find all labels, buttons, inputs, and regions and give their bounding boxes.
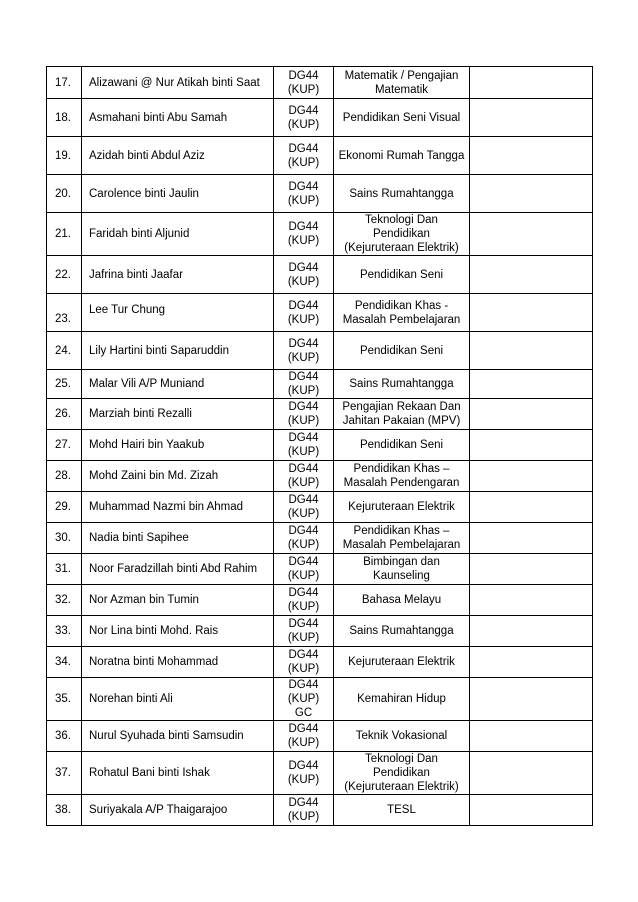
table-row (47, 554, 593, 585)
table-row (47, 430, 593, 461)
field-cell (334, 752, 470, 795)
row-number: 37. (47, 752, 82, 795)
table-row (47, 647, 593, 678)
row-number: 18. (47, 99, 82, 137)
staff-name: Lee Tur Chung (82, 294, 274, 332)
row-number: 36. (47, 721, 82, 752)
grade-cell (274, 752, 334, 795)
note-cell (470, 67, 593, 99)
field-line: Kemahiran Hidup (357, 693, 446, 705)
staff-table (46, 66, 593, 826)
table-row (47, 137, 593, 175)
field-line: TESL (387, 804, 416, 816)
grade-line: (KUP) (287, 351, 320, 364)
grade-line: DG44 (288, 760, 319, 772)
row-number: 24. (47, 332, 82, 370)
row-number: 27. (47, 430, 82, 461)
row-number: 20. (47, 175, 82, 213)
field-line: Bimbingan dan (363, 556, 440, 568)
table-row (47, 175, 593, 213)
field-line: Pendidikan Seni Visual (342, 111, 461, 124)
field-cell (334, 523, 470, 554)
staff-name: Suriyakala A/P Thaigarajoo (82, 795, 274, 826)
grade-cell (274, 137, 334, 175)
field-line: Masalah Pembelajaran (342, 313, 461, 326)
grade-cell (274, 430, 334, 461)
staff-name: Rohatul Bani binti Ishak (82, 752, 274, 795)
field-line: Teknik Vokasional (355, 730, 448, 742)
note-cell (470, 752, 593, 795)
grade-cell (274, 647, 334, 678)
field-line: Masalah Pendengaran (343, 477, 460, 489)
note-cell (470, 795, 593, 826)
staff-name: Malar Vili A/P Muniand (82, 370, 274, 399)
field-line: Kejuruteraan Elektrik (348, 501, 455, 513)
field-cell (334, 647, 470, 678)
row-number: 34. (47, 647, 82, 678)
field-line: Teknologi Dan Pendidikan (365, 753, 438, 779)
grade-line: DG44 (288, 556, 319, 568)
grade-line: (KUP) (287, 539, 320, 551)
field-cell (334, 99, 470, 137)
grade-line: (KUP) (287, 235, 320, 247)
grade-line: (KUP) (287, 385, 320, 397)
field-cell (334, 554, 470, 585)
table-row (47, 399, 593, 430)
row-number: 23. (47, 294, 82, 332)
note-cell (470, 256, 593, 294)
note-cell (470, 430, 593, 461)
field-cell (334, 67, 470, 99)
grade-line: DG44 (288, 299, 319, 312)
grade-cell (274, 67, 334, 99)
note-cell (470, 370, 593, 399)
staff-name: Nor Lina binti Mohd. Rais (82, 616, 274, 647)
field-cell (334, 294, 470, 332)
grade-line: (KUP) (287, 774, 320, 786)
row-number: 38. (47, 795, 82, 826)
grade-cell (274, 616, 334, 647)
grade-cell (274, 175, 334, 213)
grade-cell (274, 399, 334, 430)
grade-line: (KUP) (287, 446, 320, 458)
grade-cell (274, 294, 334, 332)
grade-line: (KUP) (287, 83, 320, 96)
grade-line: DG44 (288, 142, 319, 155)
table-row (47, 213, 593, 256)
note-cell (470, 647, 593, 678)
grade-line: (KUP) (287, 570, 320, 582)
grade-line: DG44 (288, 371, 319, 383)
grade-line: DG44 (288, 432, 319, 444)
grade-cell (274, 523, 334, 554)
field-line: Pendidikan Seni (359, 268, 444, 281)
staff-name: Nurul Syuhada binti Samsudin (82, 721, 274, 752)
staff-name: Norehan binti Ali (82, 678, 274, 721)
row-number: 17. (47, 67, 82, 99)
grade-line: DG44 (288, 797, 319, 809)
field-line: Bahasa Melayu (361, 594, 442, 606)
field-cell (334, 795, 470, 826)
staff-name: Marziah binti Rezalli (82, 399, 274, 430)
field-line: Pendidikan Seni (359, 344, 444, 357)
note-cell (470, 585, 593, 616)
field-line: Sains Rumahtangga (349, 378, 454, 390)
staff-name: Asmahani binti Abu Samah (82, 99, 274, 137)
staff-name: Azidah binti Abdul Aziz (82, 137, 274, 175)
note-cell (470, 616, 593, 647)
field-line: (Kejuruteraan Elektrik) (344, 781, 459, 793)
field-cell (334, 678, 470, 721)
staff-name: Jafrina binti Jaafar (82, 256, 274, 294)
grade-cell (274, 332, 334, 370)
note-cell (470, 523, 593, 554)
grade-line: DG44 (288, 679, 319, 691)
row-number: 31. (47, 554, 82, 585)
grade-line: DG44 (288, 494, 319, 506)
field-cell (334, 492, 470, 523)
field-line: Pendidikan Seni (359, 439, 444, 451)
staff-name: Mohd Hairi bin Yaakub (82, 430, 274, 461)
field-line: Pendidikan Khas – (353, 463, 450, 475)
grade-line: (KUP) (287, 477, 320, 489)
note-cell (470, 175, 593, 213)
grade-line: (KUP) (287, 632, 320, 644)
row-number: 35. (47, 678, 82, 721)
grade-cell (274, 461, 334, 492)
row-number: 26. (47, 399, 82, 430)
grade-cell (274, 554, 334, 585)
grade-cell (274, 678, 334, 721)
table-row (47, 721, 593, 752)
table-row (47, 585, 593, 616)
field-line: Jahitan Pakaian (MPV) (342, 415, 461, 427)
note-cell (470, 678, 593, 721)
field-line: Masalah Pembelajaran (342, 539, 461, 551)
field-cell (334, 721, 470, 752)
row-number: 28. (47, 461, 82, 492)
staff-name: Noor Faradzillah binti Abd Rahim (82, 554, 274, 585)
note-cell (470, 461, 593, 492)
note-cell (470, 399, 593, 430)
staff-name: Mohd Zaini bin Md. Zizah (82, 461, 274, 492)
table-body (47, 67, 593, 826)
grade-cell (274, 492, 334, 523)
field-line: Matematik / Pengajian (344, 69, 459, 82)
grade-line: DG44 (288, 337, 319, 350)
staff-name: Noratna binti Mohammad (82, 647, 274, 678)
field-line: Sains Rumahtangga (349, 187, 454, 200)
grade-cell (274, 721, 334, 752)
field-cell (334, 256, 470, 294)
grade-cell (274, 795, 334, 826)
grade-line: DG44 (288, 401, 319, 413)
grade-line: DG44 (288, 649, 319, 661)
table-row (47, 67, 593, 99)
table-row (47, 492, 593, 523)
grade-line: (KUP) GC (287, 693, 320, 719)
grade-line: DG44 (288, 618, 319, 630)
grade-line: DG44 (288, 261, 319, 274)
field-line: Teknologi Dan Pendidikan (365, 214, 438, 240)
field-cell (334, 616, 470, 647)
staff-name: Nor Azman bin Tumin (82, 585, 274, 616)
staff-name: Alizawani @ Nur Atikah binti Saat (82, 67, 274, 99)
field-cell (334, 461, 470, 492)
note-cell (470, 492, 593, 523)
grade-line: (KUP) (287, 601, 320, 613)
field-cell (334, 585, 470, 616)
field-cell (334, 137, 470, 175)
grade-line: DG44 (288, 587, 319, 599)
field-cell (334, 175, 470, 213)
note-cell (470, 721, 593, 752)
table-row (47, 752, 593, 795)
grade-line: (KUP) (287, 275, 320, 288)
grade-line: DG44 (288, 69, 319, 82)
grade-line: DG44 (288, 180, 319, 193)
grade-line: DG44 (288, 463, 319, 475)
field-line: Kaunseling (373, 570, 430, 582)
table-row (47, 523, 593, 554)
row-number: 32. (47, 585, 82, 616)
staff-name: Lily Hartini binti Saparuddin (82, 332, 274, 370)
grade-cell (274, 370, 334, 399)
grade-line: DG44 (288, 525, 319, 537)
table-row (47, 616, 593, 647)
table-row (47, 370, 593, 399)
note-cell (470, 213, 593, 256)
row-number: 22. (47, 256, 82, 294)
field-line: Pendidikan Khas – (353, 525, 450, 537)
table-row (47, 795, 593, 826)
staff-name: Carolence binti Jaulin (82, 175, 274, 213)
grade-cell (274, 585, 334, 616)
field-line: Pengajian Rekaan Dan (342, 401, 461, 413)
grade-line: (KUP) (287, 118, 320, 131)
grade-cell (274, 99, 334, 137)
table-row (47, 461, 593, 492)
grade-line: (KUP) (287, 508, 320, 520)
field-line: Matematik (374, 83, 429, 96)
row-number: 33. (47, 616, 82, 647)
row-number: 29. (47, 492, 82, 523)
grade-cell (274, 213, 334, 256)
note-cell (470, 554, 593, 585)
grade-line: DG44 (288, 723, 319, 735)
staff-name: Muhammad Nazmi bin Ahmad (82, 492, 274, 523)
grade-line: (KUP) (287, 811, 320, 823)
note-cell (470, 99, 593, 137)
grade-line: DG44 (288, 104, 319, 117)
grade-line: (KUP) (287, 415, 320, 427)
table-row (47, 294, 593, 332)
row-number: 19. (47, 137, 82, 175)
field-cell (334, 213, 470, 256)
staff-name: Faridah binti Aljunid (82, 213, 274, 256)
field-line: Ekonomi Rumah Tangga (338, 149, 465, 162)
field-cell (334, 332, 470, 370)
note-cell (470, 137, 593, 175)
field-line: Sains Rumahtangga (349, 625, 454, 637)
grade-line: (KUP) (287, 313, 320, 326)
grade-line: (KUP) (287, 194, 320, 207)
grade-line: (KUP) (287, 156, 320, 169)
table-row (47, 678, 593, 721)
row-number: 30. (47, 523, 82, 554)
staff-name: Nadia binti Sapihee (82, 523, 274, 554)
grade-line: DG44 (288, 221, 319, 233)
grade-line: (KUP) (287, 737, 320, 749)
row-number: 21. (47, 213, 82, 256)
row-number: 25. (47, 370, 82, 399)
field-cell (334, 370, 470, 399)
table-row (47, 256, 593, 294)
field-line: Kejuruteraan Elektrik (348, 656, 455, 668)
table-row (47, 99, 593, 137)
note-cell (470, 294, 593, 332)
grade-line: (KUP) (287, 663, 320, 675)
note-cell (470, 332, 593, 370)
table-row (47, 332, 593, 370)
field-line: Pendidikan Khas - (354, 299, 449, 312)
field-cell (334, 430, 470, 461)
grade-cell (274, 256, 334, 294)
field-line: (Kejuruteraan Elektrik) (344, 242, 459, 254)
field-cell (334, 399, 470, 430)
